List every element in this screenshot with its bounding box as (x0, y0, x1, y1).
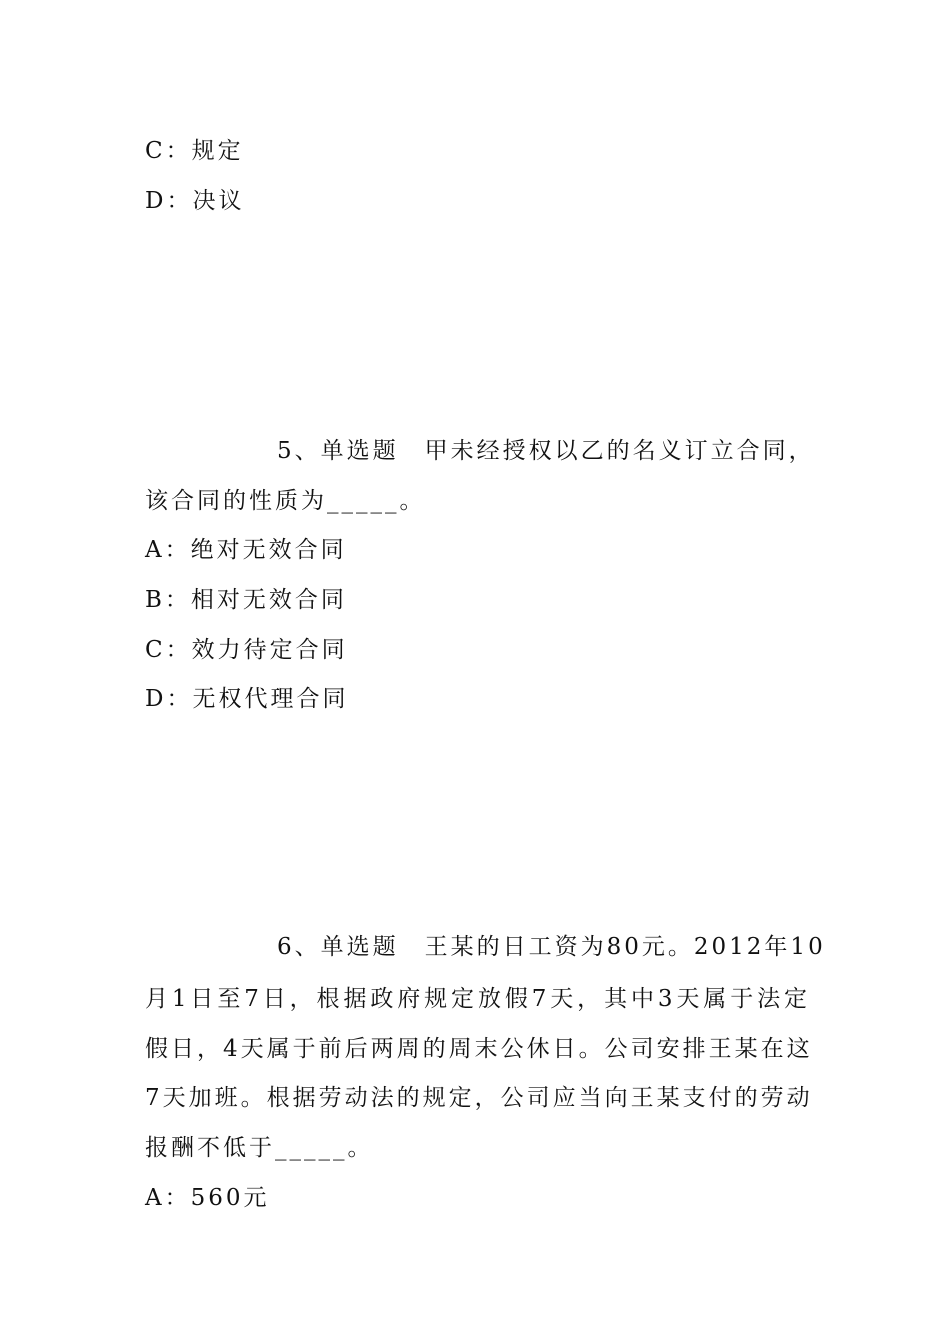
q6-stem-line-5: 报酬不低于_____。 (145, 1135, 374, 1161)
q5-option-c: C：效力待定合同 (145, 637, 348, 663)
q6-stem-line-2: 月1日至7日，根据政府规定放假7天，其中3天属于法定 (145, 986, 810, 1012)
q4-option-c: C：规定 (145, 138, 244, 164)
q5-option-a: A：绝对无效合同 (145, 537, 347, 563)
q6-option-a: A：560元 (145, 1185, 270, 1211)
q6-stem-line-1: 6、单选题 王某的日工资为80元。2012年10 (277, 934, 826, 960)
q5-stem-line-1: 5、单选题 甲未经授权以乙的名义订立合同， (277, 438, 815, 464)
q5-stem-line-2: 该合同的性质为_____。 (145, 488, 426, 514)
q4-option-d: D：决议 (145, 188, 245, 214)
q5-option-d: D：无权代理合同 (145, 686, 349, 712)
q6-stem-line-4: 7天加班。根据劳动法的规定，公司应当向王某支付的劳动 (145, 1085, 813, 1111)
q6-stem-line-3: 假日，4天属于前后两周的周末公休日。公司安排王某在这 (145, 1036, 813, 1062)
q5-option-b: B：相对无效合同 (145, 587, 347, 613)
